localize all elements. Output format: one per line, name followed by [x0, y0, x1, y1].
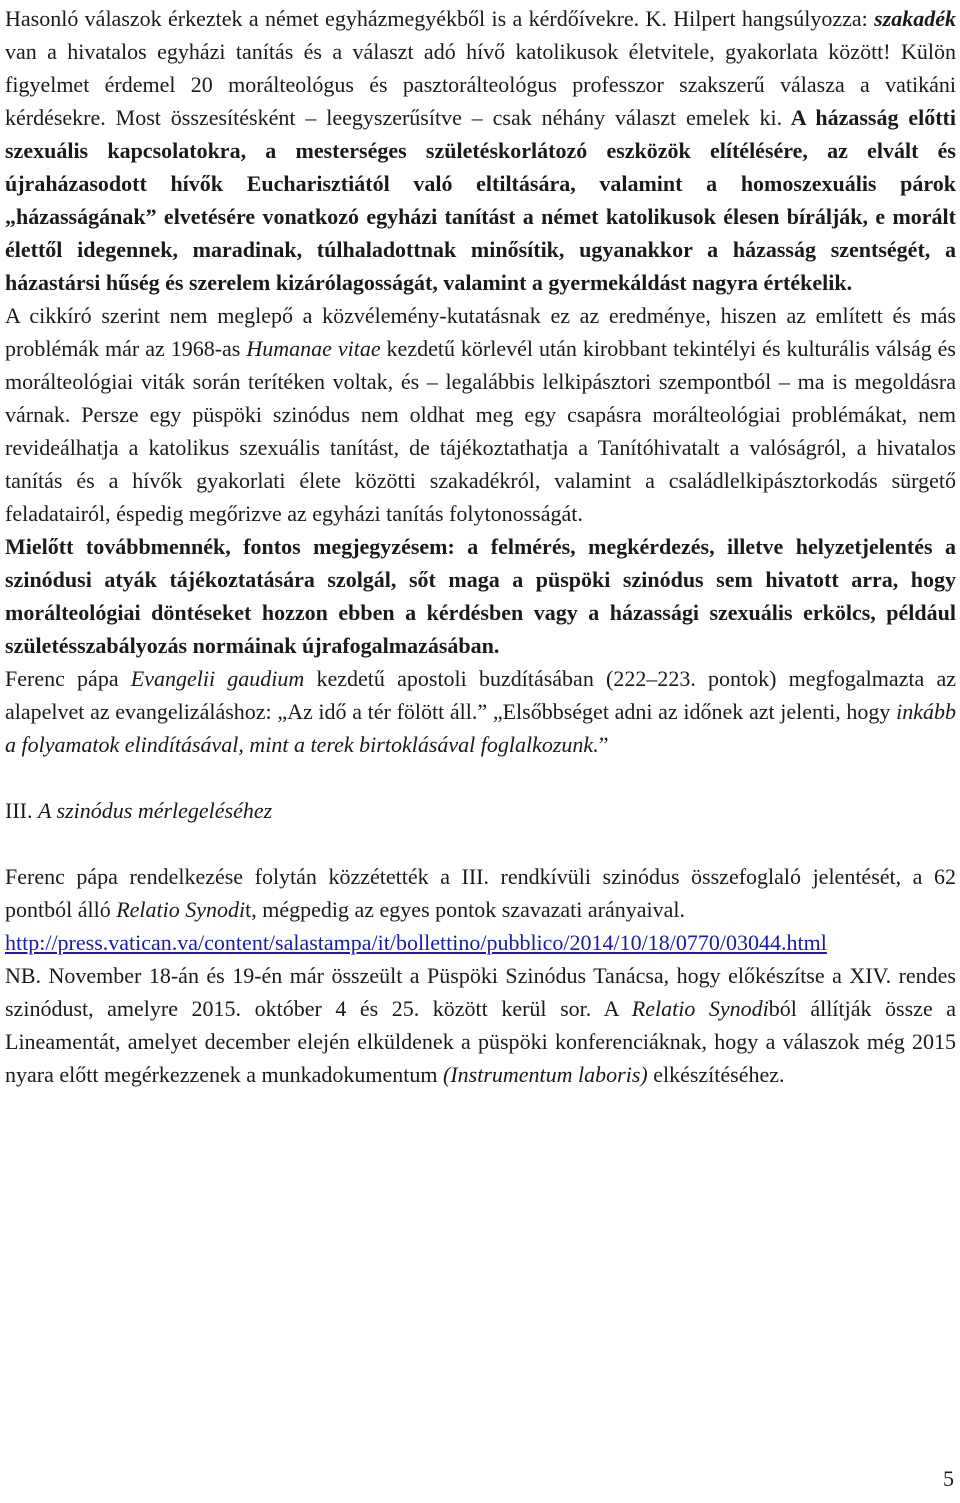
- title-instrumentum-laboris: (Instrumentum laboris): [443, 1062, 648, 1087]
- paragraph-text: Ferenc pápa: [5, 666, 131, 691]
- paragraph-relatio: [5, 860, 956, 926]
- paragraph-evangelii-gaudium: [5, 662, 956, 761]
- paragraph-text: A cikkíró szerint nem meglepő a közvélemény-kutatásnak ez az eredménye, hiszen az említett és más problémák már az 1968-as: [5, 303, 956, 361]
- paragraph-cikkiro: [5, 299, 956, 530]
- spacer: [5, 827, 956, 860]
- paragraph-hilpert: [5, 2, 956, 299]
- title-humanae-vitae: Humanae vitae: [246, 336, 381, 361]
- paragraph-text: kezdetű apostoli buzdításában (222–223. pontok) megfogalmazta az alapelvet az evangelizáláshoz: „Az idő a tér fölött áll.” „Elsőbbséget adni az időnek azt jelenti, hogy: [5, 666, 957, 724]
- paragraph-nb: [5, 959, 956, 1091]
- paragraph-megjegyzes: Mielőtt továbbmennék, fontos megjegyzésem: a felmérés, megkérdezés, illetve helyzetjelentés a szinódusi atyák tájékoztatására szolgál, sőt maga a püspöki szinódus sem hivatott arra, hogy morálteológiai döntéseket hozzon ebben a kérdésben vagy a házassági szexuális erkölcs, például születésszabályozás normáinak újrafogalmazásában.: [5, 534, 956, 658]
- section-heading: [5, 794, 956, 827]
- paragraph-text: Hasonló válaszok érkeztek a német egyházmegyékből is a kérdőívekre. K. Hilpert hangsúlyozza:: [5, 6, 875, 31]
- title-relatio-synodi: Relatio Synodi: [116, 897, 246, 922]
- spacer: [5, 761, 956, 794]
- paragraph-text: van a hivatalos egyházi tanítás és a választ adó hívő katolikusok életvitele, gyakorlata között! Külön figyelmet érdemel 20 morálteológus és pasztorálteológus professzor szakszerű válasza a vatikáni kérdésekre. Most összesítésként – leegyszerűsítve – csak néhány választ emelek ki.: [5, 39, 956, 130]
- title-evangelii-gaudium: Evangelii gaudium: [130, 666, 305, 691]
- title-relatio-synodi: Relatio Synodi: [631, 996, 769, 1021]
- quote-italic: inkább a folyamatok elindításával, mint a terek birtoklásával foglalkozunk.: [5, 699, 956, 757]
- paragraph-text: ból állítják össze a Lineamentát, amelyet december elején elküldenek a püspöki konferenciáknak, hogy a válaszok még 2015 nyara előtt megérkezzenek a munkadokumentum: [5, 996, 957, 1087]
- section-numeral: III.: [5, 798, 38, 823]
- paragraph-text: Ferenc pápa rendelkezése folytán közzétették a III. rendkívüli szinódus összefoglaló jelentését, a 62 pontból álló: [5, 864, 956, 922]
- vatican-press-link[interactable]: http://press.vatican.va/content/salastampa/it/bollettino/pubblico/2014/10/18/0770/03044.html: [5, 930, 827, 955]
- page-number: 5: [943, 1466, 954, 1491]
- emphasis-szakadek: szakadék: [874, 6, 956, 31]
- link-paragraph: [5, 926, 956, 959]
- section-title: A szinódus mérlegeléséhez: [37, 798, 273, 823]
- paragraph-text: t, mégpedig az egyes pontok szavazati arányaival.: [245, 897, 685, 922]
- closing-quote: ”: [598, 732, 609, 757]
- bold-paragraph-text: A házasság előtti szexuális kapcsolatokra, a mesterséges születéskorlátozó eszközök elítélésére, az elvált és újraházasodott hívők Eucharisztiától való eltiltására, valamint a homoszexuális párok „házasságának” elvetésére vonatkozó egyházi tanítást a német katolikusok élesen bírálják, e morált élettől idegennek, maradinak, túlhaladottnak minősítik, ugyanakkor a házasság szentségét, a házastársi hűség és szerelem kizárólagosságát, valamint a gyermekáldást nagyra értékelik.: [5, 105, 956, 295]
- paragraph-text: kezdetű körlevél után kirobbant tekintélyi és kulturális válság és morálteológiai viták során terítéken voltak, és – legalábbis lelkipásztori szempontból – ma is megoldásra várnak. Persze egy püspöki szinódus nem oldhat meg egy csapásra morálteológiai problémákat, nem revideálhatja a katolikus szexuális tanítást, de tájékoztathatja a Tanítóhivatalt a valóságról, a hivatalos tanítás és a hívők gyakorlati élete közötti szakadékról, valamint a családlelkipásztorkodás sürgető feladatairól, éspedig megőrizve az egyházi tanítás folytonosságát.: [5, 336, 956, 526]
- paragraph-text: NB. November 18-án és 19-én már összeült a Püspöki Szinódus Tanácsa, hogy előkészítse a XIV. rendes szinódust, amelyre 2015. október 4 és 25. között kerül sor. A: [5, 963, 956, 1021]
- paragraph-text: elkészítéséhez.: [647, 1062, 785, 1087]
